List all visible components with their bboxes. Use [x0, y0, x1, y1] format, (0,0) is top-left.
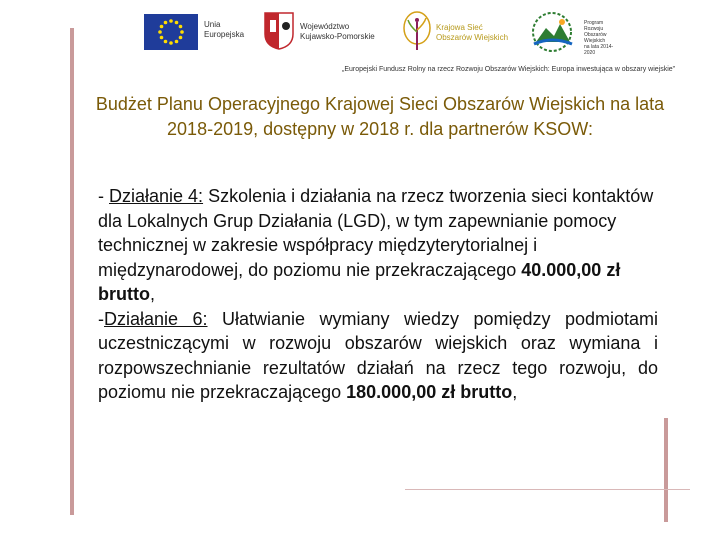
action-4-name: Działanie 4:	[109, 186, 204, 206]
voivodeship-crest-icon	[264, 12, 294, 50]
eafrd-slogan: „Europejski Fundusz Rolny na rzecz Rozwoju Obszarów Wiejskich: Europa inwestująca w obszary wiejskie”	[342, 66, 676, 73]
action-6-description: Ułatwianie wymiany wiedzy pomiędzy podmiotami uczestniczącymi w rozwoju obszarów wiejskich oraz wymiana i rozpowszechnianie rezultatów działań na rzecz tego rozwoju, do poziomu nie przekraczającego	[98, 308, 658, 402]
ksow-label	[436, 23, 526, 43]
prow-label-line-3: Obszarów	[584, 32, 607, 38]
action-6-item	[98, 307, 658, 405]
voivodeship-label	[300, 22, 400, 42]
action-4-item	[98, 184, 658, 307]
woj-label-line-2: Kujawsko-Pomorskie	[300, 32, 375, 41]
prow-label-line-1: Program	[584, 20, 604, 26]
action-6-name: Działanie 6:	[104, 308, 208, 329]
page-title: Budżet Planu Operacyjnego Krajowej Sieci Obszarów Wiejskich na lata 2018-2019, dostępny w 2018 r. dla partnerów KSOW:	[95, 94, 665, 139]
eu-label	[204, 20, 244, 40]
logo-banner	[140, 8, 676, 73]
bottom-accent-line	[405, 489, 690, 490]
action-4-amount: 40.000,00 zł brutto	[98, 259, 621, 304]
eu-flag-icon	[144, 14, 198, 50]
actions-list	[98, 184, 658, 405]
action-4-description: Szkolenia i działania na rzecz tworzenia sieci kontaktów dla Lokalnych Grup Działania (LGD), w tym zapewnianie pomocy technicznej w zakresie współpracy międzyterytorialnej i międzynarodowej, do poziomu nie przekraczającego	[98, 186, 654, 280]
ksow-label-line-2: Obszarów Wiejskich	[436, 33, 509, 42]
action-6-prefix: -	[98, 308, 104, 329]
eu-label-line-1: Unia	[204, 20, 221, 29]
prow-label-line-5: na lata 2014-2020	[584, 44, 614, 56]
action-4-suffix: ,	[149, 284, 155, 304]
prow-label	[584, 20, 618, 56]
prow-label-line-4: Wiejskich	[584, 38, 606, 44]
action-6-amount: 180.000,00 zł brutto	[346, 382, 513, 402]
prow-logo-icon	[524, 10, 580, 56]
ksow-logo-icon	[402, 10, 432, 56]
action-4-prefix: -	[98, 186, 109, 206]
right-accent-line	[664, 418, 668, 522]
eu-label-line-2: Europejska	[204, 30, 245, 39]
prow-label-line-2: Rozwoju	[584, 26, 604, 32]
left-accent-line	[70, 28, 74, 515]
woj-label-line-1: Województwo	[300, 22, 350, 31]
ksow-label-line-1: Krajowa Sieć	[436, 23, 483, 32]
action-6-suffix: ,	[512, 382, 518, 402]
